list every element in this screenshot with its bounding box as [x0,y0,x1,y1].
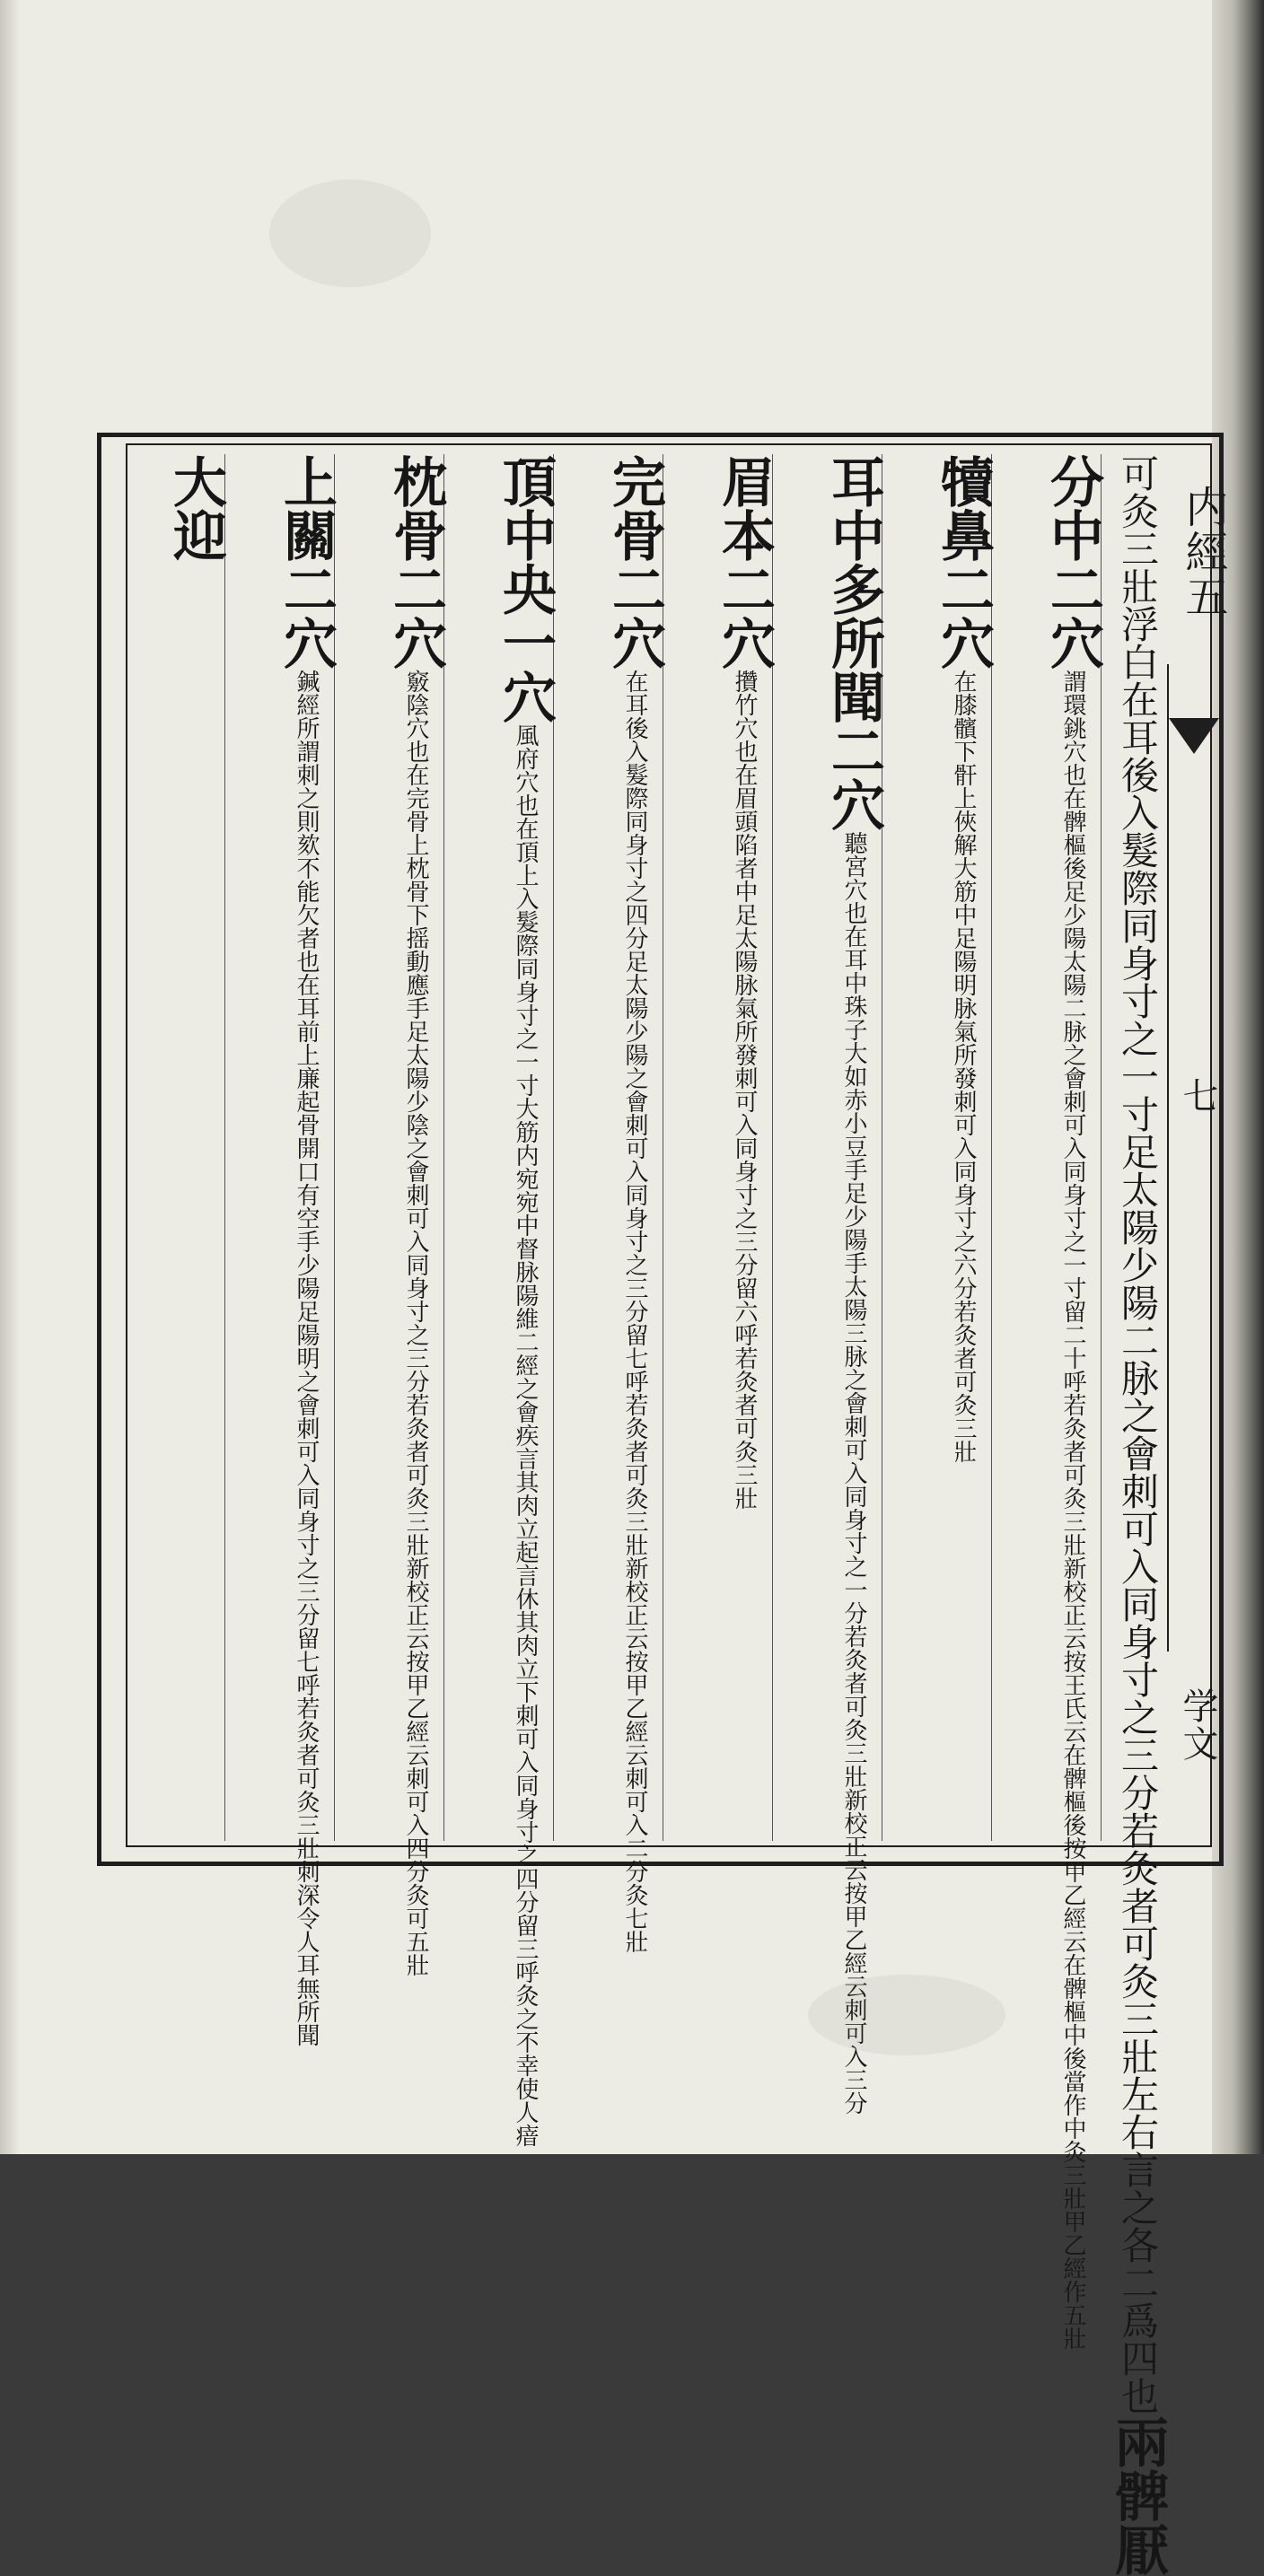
column-1-heading: 兩髀厭 [1106,2414,1169,2576]
paper-stain [808,1975,1005,2055]
column-5-heading: 眉本二穴 [713,454,776,670]
column-4-heading: 耳中多所聞二穴 [822,454,885,831]
column-7-heading: 頂中央一穴 [494,454,557,723]
text-column-4 [772,454,885,2115]
column-6-note: 在耳後入髮際同身寸之四分足太陽少陽之會刺可入同身寸之三分留七呼若灸者可灸三壯新校正云按甲乙經云刺可入二分灸七壯 [621,670,648,1953]
text-column-5 [663,454,776,1841]
column-3-note: 在膝髕下骭上俠解大筋中足陽明脉氣所發刺可入同身寸之六分若灸者可灸三壯 [950,670,977,1463]
text-column-1 [1101,454,1169,2576]
column-2-text: 分中二穴 [1041,454,1104,670]
center-fold-page-number: 七 [1177,1077,1218,1115]
text-column-6 [553,454,666,1953]
column-10-heading: 大迎 [164,454,227,562]
center-fold-title: 内經五 [1178,485,1228,619]
column-4-note: 聽宮穴也在耳中珠子大如赤小豆手足少陽手太陽三脉之會刺可入同身寸之一分若灸者可灸三壯新校正云按甲乙經云刺可入三分 [840,831,867,2115]
text-column-3 [882,454,995,1841]
text-column-10 [131,454,227,1841]
column-8-note: 竅陰穴也在完骨上枕骨下摇動應手足太陽少陰之會刺可入同身寸之三分若灸者可灸三壯新校正云按甲乙經云刺可入四分灸可五壯 [402,670,429,1976]
text-column-9 [224,454,338,2046]
text-column-7 [443,454,557,2147]
text-column-8 [334,454,447,1976]
column-1-text: 可灸三壯浮白在耳後入髮際同身寸之一寸足太陽少陽二脉之會刺可入同身寸之三分若灸者可灸三壯左右言之各二爲四也 [1116,454,1160,2414]
column-7-note: 風府穴也在頂上入髮際同身寸之一寸大筋内宛宛中督脉陽維二經之會疾言其肉立起言休其肉立下刺可入同身寸之四分留三呼灸之不幸使人瘖 [512,723,539,2147]
column-3-heading: 犢鼻二穴 [932,454,995,670]
column-2-note: 謂環銚穴也在髀樞後足少陽太陽二脉之會刺可入同身寸之一寸留二十呼若灸者可灸三壯新校正云按王氏云在髀樞後按甲乙經云在髀樞中後當作中灸三壯甲乙經作五壯 [1059,670,1086,2350]
column-9-heading: 上關二穴 [275,454,338,670]
binding-gutter [0,0,20,2154]
column-9-note: 鍼經所謂刺之則欬不能欠者也在耳前上廉起骨開口有空手少陽足陽明之會刺可入同身寸之三分留七呼若灸者可灸三壯刺深令人耳無所聞 [293,670,320,2046]
center-fold-footer: 学文 [1177,1687,1218,1763]
column-8-heading: 枕骨二穴 [384,454,447,670]
column-5-note: 攢竹穴也在眉頭陷者中足太陽脉氣所發刺可入同身寸之三分留六呼若灸者可灸三壯 [731,670,758,1510]
text-column-2 [991,454,1104,2350]
column-6-heading: 完骨二穴 [603,454,666,670]
center-fold [1167,664,1224,1652]
fishtail-mark [1169,718,1219,754]
paper-stain [269,180,431,287]
